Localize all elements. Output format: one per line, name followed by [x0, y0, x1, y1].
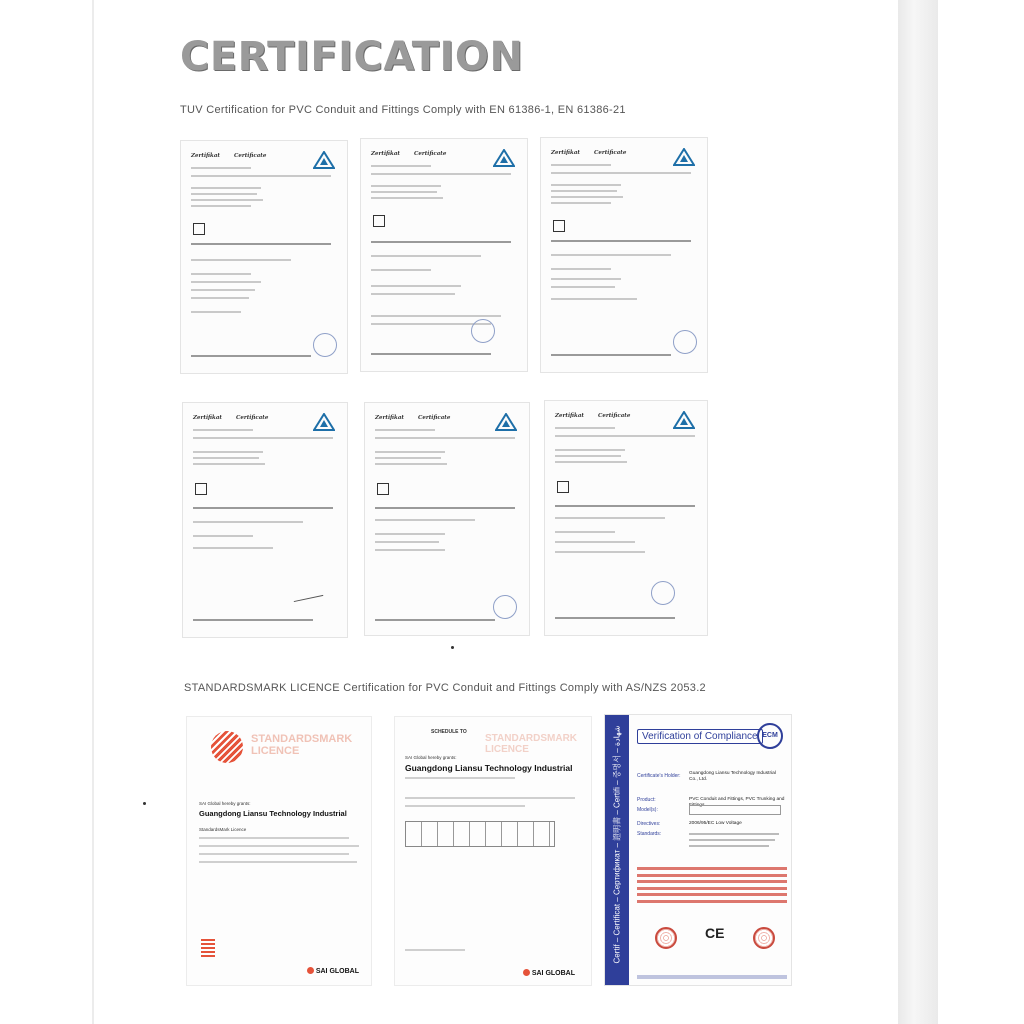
- standardsmark-schedule-certificate[interactable]: [394, 716, 592, 986]
- certificate-header: Zertifikat Certificate: [193, 415, 269, 421]
- sai-global-wordmark: SAI GLOBAL: [523, 969, 575, 977]
- sai-global-wordmark: SAI GLOBAL: [307, 967, 359, 975]
- tuv-triangle-logo-icon: [493, 149, 515, 167]
- page-fold-shadow: [898, 0, 938, 1024]
- schedule-heading: SCHEDULE TO: [431, 729, 467, 735]
- sai-global-logo-icon: [211, 731, 243, 763]
- ecm-logo-icon: ECM: [757, 723, 783, 749]
- signature: [293, 590, 324, 602]
- tuv-mark-icon: [553, 220, 565, 232]
- tuv-certificate-4[interactable]: [182, 402, 348, 638]
- tuv-certificate-3[interactable]: [540, 137, 708, 373]
- certificate-header: Zertifikat Certificate: [371, 151, 447, 157]
- seal-stamp-icon: [651, 581, 675, 605]
- seal-stamp-icon: [493, 595, 517, 619]
- tuv-certificate-1[interactable]: [180, 140, 348, 374]
- schedule-table: [405, 821, 555, 847]
- verification-of-compliance-certificate[interactable]: [604, 714, 792, 986]
- tuv-mark-icon: [373, 215, 385, 227]
- seal-stamp-icon: [313, 333, 337, 357]
- licensee-company: Guangdong Liansu Technology Industrial: [199, 809, 347, 818]
- voc-declaration-text: [637, 867, 787, 913]
- grant-line: SAI Global hereby grants:: [199, 801, 251, 806]
- page-title: CERTIFICATION: [180, 34, 524, 80]
- licensee-company: Guangdong Liansu Technology Industrial: [405, 763, 573, 773]
- page-edge: [92, 0, 94, 1024]
- standardsmark-section-heading: STANDARDSMARK LICENCE Certification for PVC Conduit and Fittings Comply with AS/NZS 2053.2: [184, 682, 706, 694]
- product-label: Product:: [637, 797, 656, 803]
- seal-stamp-icon: [673, 330, 697, 354]
- certificate-header: Zertifikat Certificate: [551, 150, 627, 156]
- tuv-mark-icon: [195, 483, 207, 495]
- certificate-header: Zertifikat Certificate: [191, 153, 267, 159]
- red-seal-icon: [655, 927, 677, 949]
- models-label: Model(s):: [637, 807, 658, 813]
- seal-stamp-icon: [471, 319, 495, 343]
- standards-label: Standards:: [637, 831, 662, 837]
- page-margin-left: [0, 0, 92, 1024]
- tuv-triangle-logo-icon: [673, 411, 695, 429]
- scan-speck: [143, 802, 146, 805]
- tuv-section-heading: TUV Certification for PVC Conduit and Fittings Comply with EN 61386-1, EN 61386-21: [180, 104, 626, 116]
- page-margin-right: [938, 0, 1024, 1024]
- schedule-watermark: STANDARDSMARK LICENCE: [485, 733, 578, 755]
- directives-label: Directives:: [637, 821, 661, 827]
- sai-corner-mark-icon: [201, 937, 215, 957]
- red-seal-icon: [753, 927, 775, 949]
- holder-label: Certificate's Holder:: [637, 773, 681, 779]
- certificate-header: Zertifikat Certificate: [375, 415, 451, 421]
- tuv-triangle-logo-icon: [313, 151, 335, 169]
- tuv-certificate-5[interactable]: [364, 402, 530, 636]
- models-table: [689, 805, 781, 815]
- licence-watermark: STANDARDSMARK LICENCE: [251, 733, 353, 757]
- voc-footer: [637, 975, 787, 979]
- product-value: PVC Conduit and Fittings, PVC Trunking and Fittings: [689, 797, 785, 808]
- tuv-triangle-logo-icon: [313, 413, 335, 431]
- certificate-header: Zertifikat Certificate: [555, 413, 631, 419]
- grant-line: SAI Global hereby grants:: [405, 755, 457, 760]
- tuv-triangle-logo-icon: [673, 148, 695, 166]
- directives-value: 2006/95/EC Low Voltage: [689, 821, 742, 826]
- tuv-mark-icon: [377, 483, 389, 495]
- tuv-mark-icon: [557, 481, 569, 493]
- tuv-certificate-6[interactable]: [544, 400, 708, 636]
- tuv-certificate-2[interactable]: [360, 138, 528, 372]
- voc-title: Verification of Compliance: [637, 729, 763, 744]
- licence-label: StandardsMark Licence: [199, 827, 247, 832]
- standardsmark-licence-certificate[interactable]: [186, 716, 372, 986]
- tuv-mark-icon: [193, 223, 205, 235]
- holder-value: Guangdong Liansu Technology Industrial Co., Ltd.: [689, 771, 776, 782]
- ce-mark-icon: CE: [705, 925, 725, 941]
- scan-speck: [451, 646, 454, 649]
- certificate-language-band: Certif – Certificat – Сертификат – 證明書 – Certifi – 증명서 – شهادة: [605, 715, 629, 986]
- tuv-triangle-logo-icon: [495, 413, 517, 431]
